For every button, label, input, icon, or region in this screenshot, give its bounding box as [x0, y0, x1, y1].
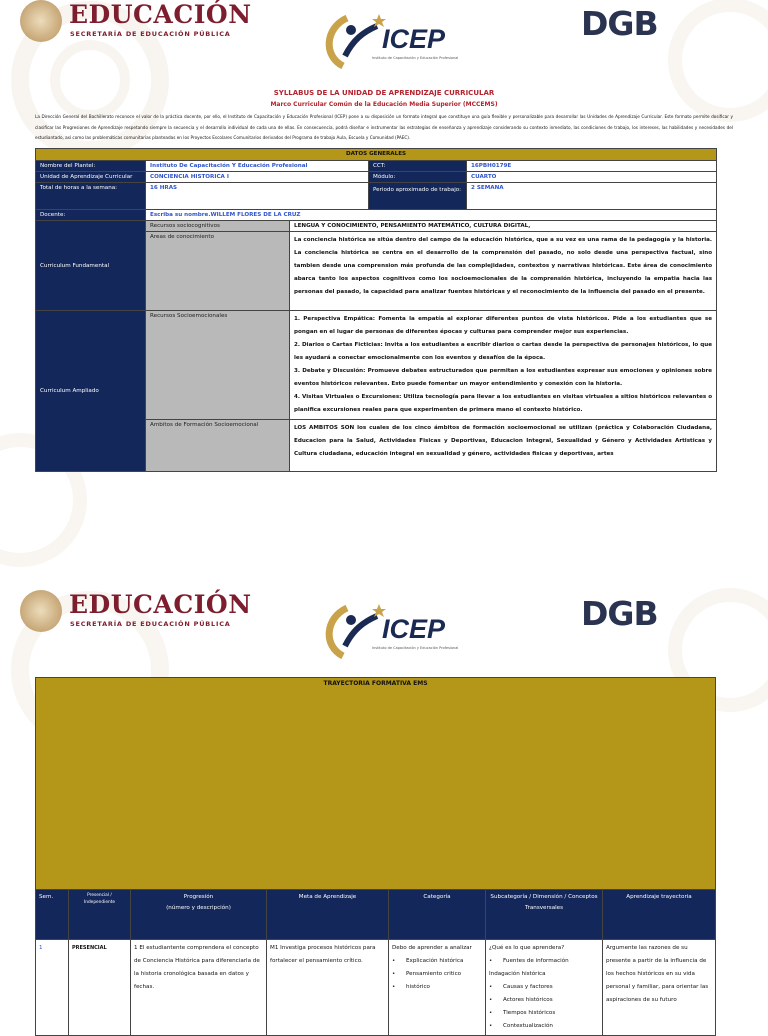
ambitos-value[interactable]: LOS AMBITOS SON los cuales de los cinco ámbitos de formación socioemocional se utilizan (práctica y Colaboración Ciudadana, Educacion para la Salud, Actividades Fisicas y Deportivas, Educacion Integral, Sexualidad y Género y Actividades Artisticas y Cultura ciudadana, educación integral en sexualidad y género, actividades fisicas y deportivas, artes — [290, 420, 717, 472]
list-item: • Explicación histórica — [392, 955, 482, 968]
cct-value[interactable]: 16PBH0179E — [467, 161, 717, 172]
row-presencial[interactable]: PRESENCIAL — [69, 940, 131, 1036]
eagle-seal-icon — [20, 0, 62, 42]
categoria-intro: Debo de aprender a analizar — [392, 945, 472, 951]
trayectoria-table — [35, 677, 716, 1036]
bullet-icon: • — [489, 958, 493, 964]
recursos-socioemocionales-label: Recursos Socioemocionales — [146, 311, 290, 420]
brand-title: EDUCACIÓN — [69, 590, 252, 619]
bullet-icon: • — [489, 1010, 493, 1016]
icep-caption: Instituto de Capacitación y Educación Profesional — [372, 646, 459, 650]
docente-label: Docente: — [36, 210, 146, 221]
row-progresion[interactable]: 1 El estudiantente comprendera el concepto de Conciencia Histórica para diferenciarla de la historia cronológica basada en datos y fechas. — [131, 940, 267, 1036]
syllabus-subtitle: Marco Curricular Común de la Educación Media Superior (MCCEMS) — [270, 101, 498, 108]
list-item: • Actores históricos — [489, 994, 599, 1007]
header-categoria: Categoría — [389, 890, 486, 940]
curriculum-fundamental-label: Curriculum Fundamental — [36, 221, 146, 311]
page-header — [0, 590, 768, 660]
row-categoria[interactable] — [389, 940, 486, 1036]
icep-caption: Instituto de Capacitación y Educación Profesional — [372, 56, 459, 60]
icep-logo: ICEP — [382, 614, 446, 644]
list-item: • Causas y factores — [489, 981, 599, 994]
list-item: 4. Visitas Virtuales o Excursiones: Utiliza tecnología para llevar a los estudiantes en visitas virtuales a sitios históricos relevantes o planifica excursiones reales para que experimenten de primera mano el contexto histórico. — [294, 394, 713, 413]
docente-value[interactable]: Escriba su nombre.WILLEM FLORES DE LA CRUZ — [146, 210, 717, 221]
periodo-label: Periodo aproximado de trabajo: — [369, 183, 467, 210]
header-aprendizaje: Aprendizaje trayectoria — [603, 890, 716, 940]
row-meta[interactable]: M1 Investiga procesos históricos para fortalecer el pensamiento crítico. — [267, 940, 389, 1036]
areas-conocimiento-label: Areas de conocimiento — [146, 232, 290, 311]
brand-subtitle: SECRETARÍA DE EDUCACIÓN PÚBLICA — [70, 30, 231, 38]
header-meta: Meta de Aprendizaje — [267, 890, 389, 940]
list-item: • Contextualización — [489, 1020, 599, 1033]
list-item: • histórico — [392, 981, 482, 994]
syllabus-title: SYLLABUS DE LA UNIDAD DE APRENDIZAJE CURRICULAR — [273, 89, 495, 97]
brand-title: EDUCACIÓN — [69, 0, 252, 29]
list-item: 2. Diarios o Cartas Ficticias: Invita a los estudiantes a escribir diarios o cartas desde la perspectiva de personajes históricos, lo que les ayudará a conectar emocionalmente con los eventos y desafíos de la época. — [294, 342, 713, 361]
uac-label: Unidad de Aprendizaje Curricular — [36, 172, 146, 183]
header-progresion: Progresión (número y descripción) — [131, 890, 267, 940]
list-item: 3. Debate y Discusión: Promueve debates estructurados que permitan a los estudiantes expresar sus emociones y opiniones sobre eventos históricos relevantes. Esto puede fomentar un mayor entendimiento y conexión con la historia. — [294, 368, 713, 387]
bullet-icon: • — [392, 958, 396, 964]
list-item: • Fuentes de información Indagación histórica — [489, 955, 599, 981]
bullet-icon: • — [392, 971, 396, 977]
general-data-table — [35, 148, 717, 472]
syllabus-intro: La Dirección General del Bachillerato reconoce el valor de la práctica docente, por ello, el Instituto de Capacitación y Educación Profesional (ICEP) pone a su disposición un formato integral que constituye una guía flexible y personalizable para desarrollar las Unidades de Aprendizaje Curricular. Este formato permite dosificar y clasificar las Progresiones de Aprendizaje respetando siempre la secuencia y el desarrollo individual de cada una de ellas. En consecuencia, podrá diseñar e instrumentar las estrategias de enseñanza y aprendizaje considerando su contexto inmediato, las condiciones de trabajo, los intereses, las habilidades y necesidades del estudiantado, así como las problemáticas comunitarias planteadas en los Proyectos Escolares Comunitarios derivados del Programa de trabajo Aula, Escuela y Comunidad (PAEC). — [35, 114, 733, 140]
recursos-cognitivos-label: Recursos sociocognitivos — [146, 221, 290, 232]
list-item: 1. Perspectiva Empática: Fomenta la empatía al explorar diferentes puntos de vista históricos. Pide a los estudiantes que se pongan en el lugar de personas de diferentes épocas y culturas para comprender mejor sus experiencias. — [294, 316, 713, 335]
bullet-icon: • — [489, 1023, 493, 1029]
icep-logo: ICEP — [382, 24, 446, 54]
uac-value[interactable]: CONCIENCIA HISTORICA I — [146, 172, 369, 183]
row-subcategoria[interactable] — [486, 940, 603, 1036]
bullet-icon: • — [392, 984, 396, 990]
subcategoria-intro: ¿Qué es lo que aprendera? — [489, 945, 565, 951]
header-presencial: Presencial / Independiente — [69, 890, 131, 940]
page-header — [0, 0, 768, 70]
list-item: • Pensamiento critico — [392, 968, 482, 981]
row-sem[interactable]: 1 — [36, 940, 69, 1036]
table-row — [36, 940, 716, 1036]
horas-label: Total de horas a la semana: — [36, 183, 146, 210]
eagle-seal-icon — [20, 590, 62, 632]
header-subcategoria: Subcategoría / Dimensión / Conceptos Transversales — [486, 890, 603, 940]
ambitos-label: Ambitos de Formación Socioemocional — [146, 420, 290, 472]
dgb-logo: DGB — [581, 594, 658, 633]
dgb-logo: DGB — [581, 4, 658, 43]
trayectoria-section-title: TRAYECTORIA FORMATIVA EMS — [36, 678, 716, 890]
plantel-label: Nombre del Plantel: — [36, 161, 146, 172]
plantel-value[interactable]: Instituto De Capacitación Y Educación Profesional — [146, 161, 369, 172]
recursos-cognitivos-value[interactable]: LENGUA Y CONOCIMIENTO, PENSAMIENTO MATEMÁTICO, CULTURA DIGITAL, — [290, 221, 717, 232]
row-aprendizaje[interactable]: Argumente las razones de su presente a partir de la influencia de los hechos históricos en su vida personal y familiar, para orientar las aspiraciones de su futuro — [603, 940, 716, 1036]
page-separator — [0, 570, 768, 590]
cct-label: CCT: — [369, 161, 467, 172]
modulo-label: Módulo: — [369, 172, 467, 183]
header-sem: Sem. — [36, 890, 69, 940]
modulo-value[interactable]: CUARTO — [467, 172, 717, 183]
bullet-icon: • — [489, 984, 493, 990]
periodo-value[interactable]: 2 SEMANA — [467, 183, 717, 210]
list-item: • Tiempos históricos — [489, 1007, 599, 1020]
brand-subtitle: SECRETARÍA DE EDUCACIÓN PÚBLICA — [70, 620, 231, 628]
horas-value[interactable]: 16 HRAS — [146, 183, 369, 210]
recursos-socioemocionales-value[interactable] — [290, 311, 717, 420]
bullet-icon: • — [489, 997, 493, 1003]
syllabus-page-2 — [0, 590, 768, 1029]
areas-conocimiento-value[interactable]: La conciencia histórica se sitúa dentro del campo de la educación histórica, que a su vez es una rama de la pedagogía y la historia. La conciencia histórica se centra en el desarrollo de la comprensión del pasado, no solo desde una perspectiva factual, sino tambien desde una comprension más profunda de las complejidades, contextos y narrativas históricas. Este área de conocimiento abarca tanto los aspectos cognitivos como los socioemocionales de la comprensión histórica, incluyendo la empatia hacia las personas del pasado, la capacidad para analizar fuentes históricas y el reconocimiento de la influencia del pasado en el presente. — [290, 232, 717, 311]
curriculum-ampliado-label: Curriculum Ampliado — [36, 311, 146, 472]
general-section-title: DATOS GENERALES — [36, 149, 717, 161]
